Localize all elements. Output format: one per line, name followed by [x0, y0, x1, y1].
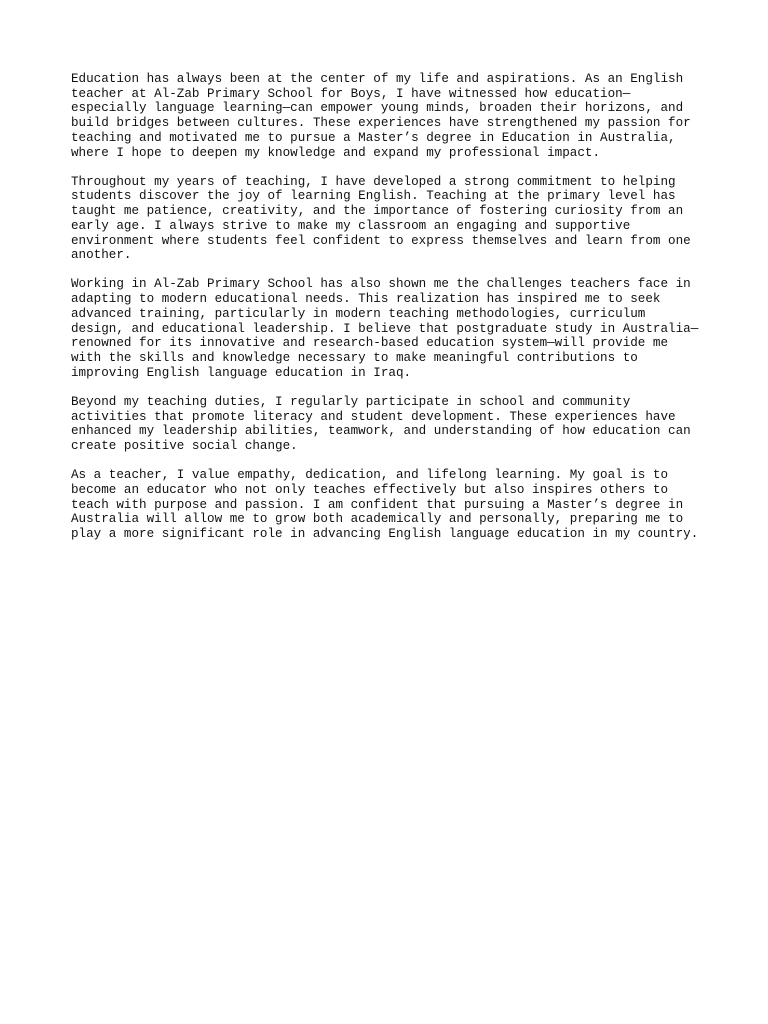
- text-line: renowned for its innovative and research-based education system—will provide me: [71, 336, 669, 351]
- text-line: Throughout my years of teaching, I have developed a strong commitment to helping: [71, 174, 676, 189]
- text-line: another.: [71, 248, 132, 263]
- text-line: Education has always been at the center of my life and aspirations. As an English: [71, 72, 684, 86]
- text-line: environment where students feel confident to express themselves and learn from one: [71, 233, 691, 248]
- text-line: where I hope to deepen my knowledge and expand my professional impact.: [71, 145, 601, 160]
- text-line: build bridges between cultures. These experiences have strengthened my passion for: [71, 116, 691, 131]
- text-line: play a more significant role in advancing English language education in my country.: [71, 526, 699, 541]
- text-line: create positive social change.: [71, 438, 298, 453]
- text-line: enhanced my leadership abilities, teamwork, and understanding of how education can: [71, 424, 691, 439]
- text-line: early age. I always strive to make my classroom an engaging and supportive: [71, 218, 631, 233]
- text-line: teach with purpose and passion. I am confident that pursuing a Master’s degree in: [71, 497, 684, 512]
- text-line: improving English language education in Iraq.: [71, 365, 412, 380]
- text-line: teaching and motivated me to pursue a Master’s degree in Education in Australia,: [71, 130, 676, 145]
- paragraph-2: [71, 175, 711, 263]
- paragraph-1: [71, 72, 711, 160]
- paragraph-3: [71, 277, 711, 380]
- text-line: students discover the joy of learning English. Teaching at the primary level has: [71, 189, 676, 204]
- paragraph-5: [71, 468, 711, 542]
- text-line: taught me patience, creativity, and the importance of fostering curiosity from an: [71, 204, 684, 219]
- text-line: especially language learning—can empower young minds, broaden their horizons, and: [71, 101, 684, 116]
- document-body: [71, 72, 711, 556]
- text-line: Australia will allow me to grow both academically and personally, preparing me to: [71, 512, 684, 527]
- text-line: become an educator who not only teaches effectively but also inspires others to: [71, 482, 669, 497]
- text-line: As a teacher, I value empathy, dedication, and lifelong learning. My goal is to: [71, 468, 669, 483]
- text-line: design, and educational leadership. I believe that postgraduate study in Australia—: [71, 321, 699, 336]
- paragraph-4: [71, 395, 711, 454]
- text-line: teacher at Al-Zab Primary School for Boys, I have witnessed how education—: [71, 86, 631, 101]
- text-line: Working in Al-Zab Primary School has also shown me the challenges teachers face in: [71, 277, 691, 292]
- text-line: activities that promote literacy and student development. These experiences have: [71, 409, 676, 424]
- text-line: advanced training, particularly in modern teaching methodologies, curriculum: [71, 306, 646, 321]
- text-line: Beyond my teaching duties, I regularly participate in school and community: [71, 394, 631, 409]
- text-line: adapting to modern educational needs. This realization has inspired me to seek: [71, 292, 661, 307]
- text-line: with the skills and knowledge necessary to make meaningful contributions to: [71, 350, 638, 365]
